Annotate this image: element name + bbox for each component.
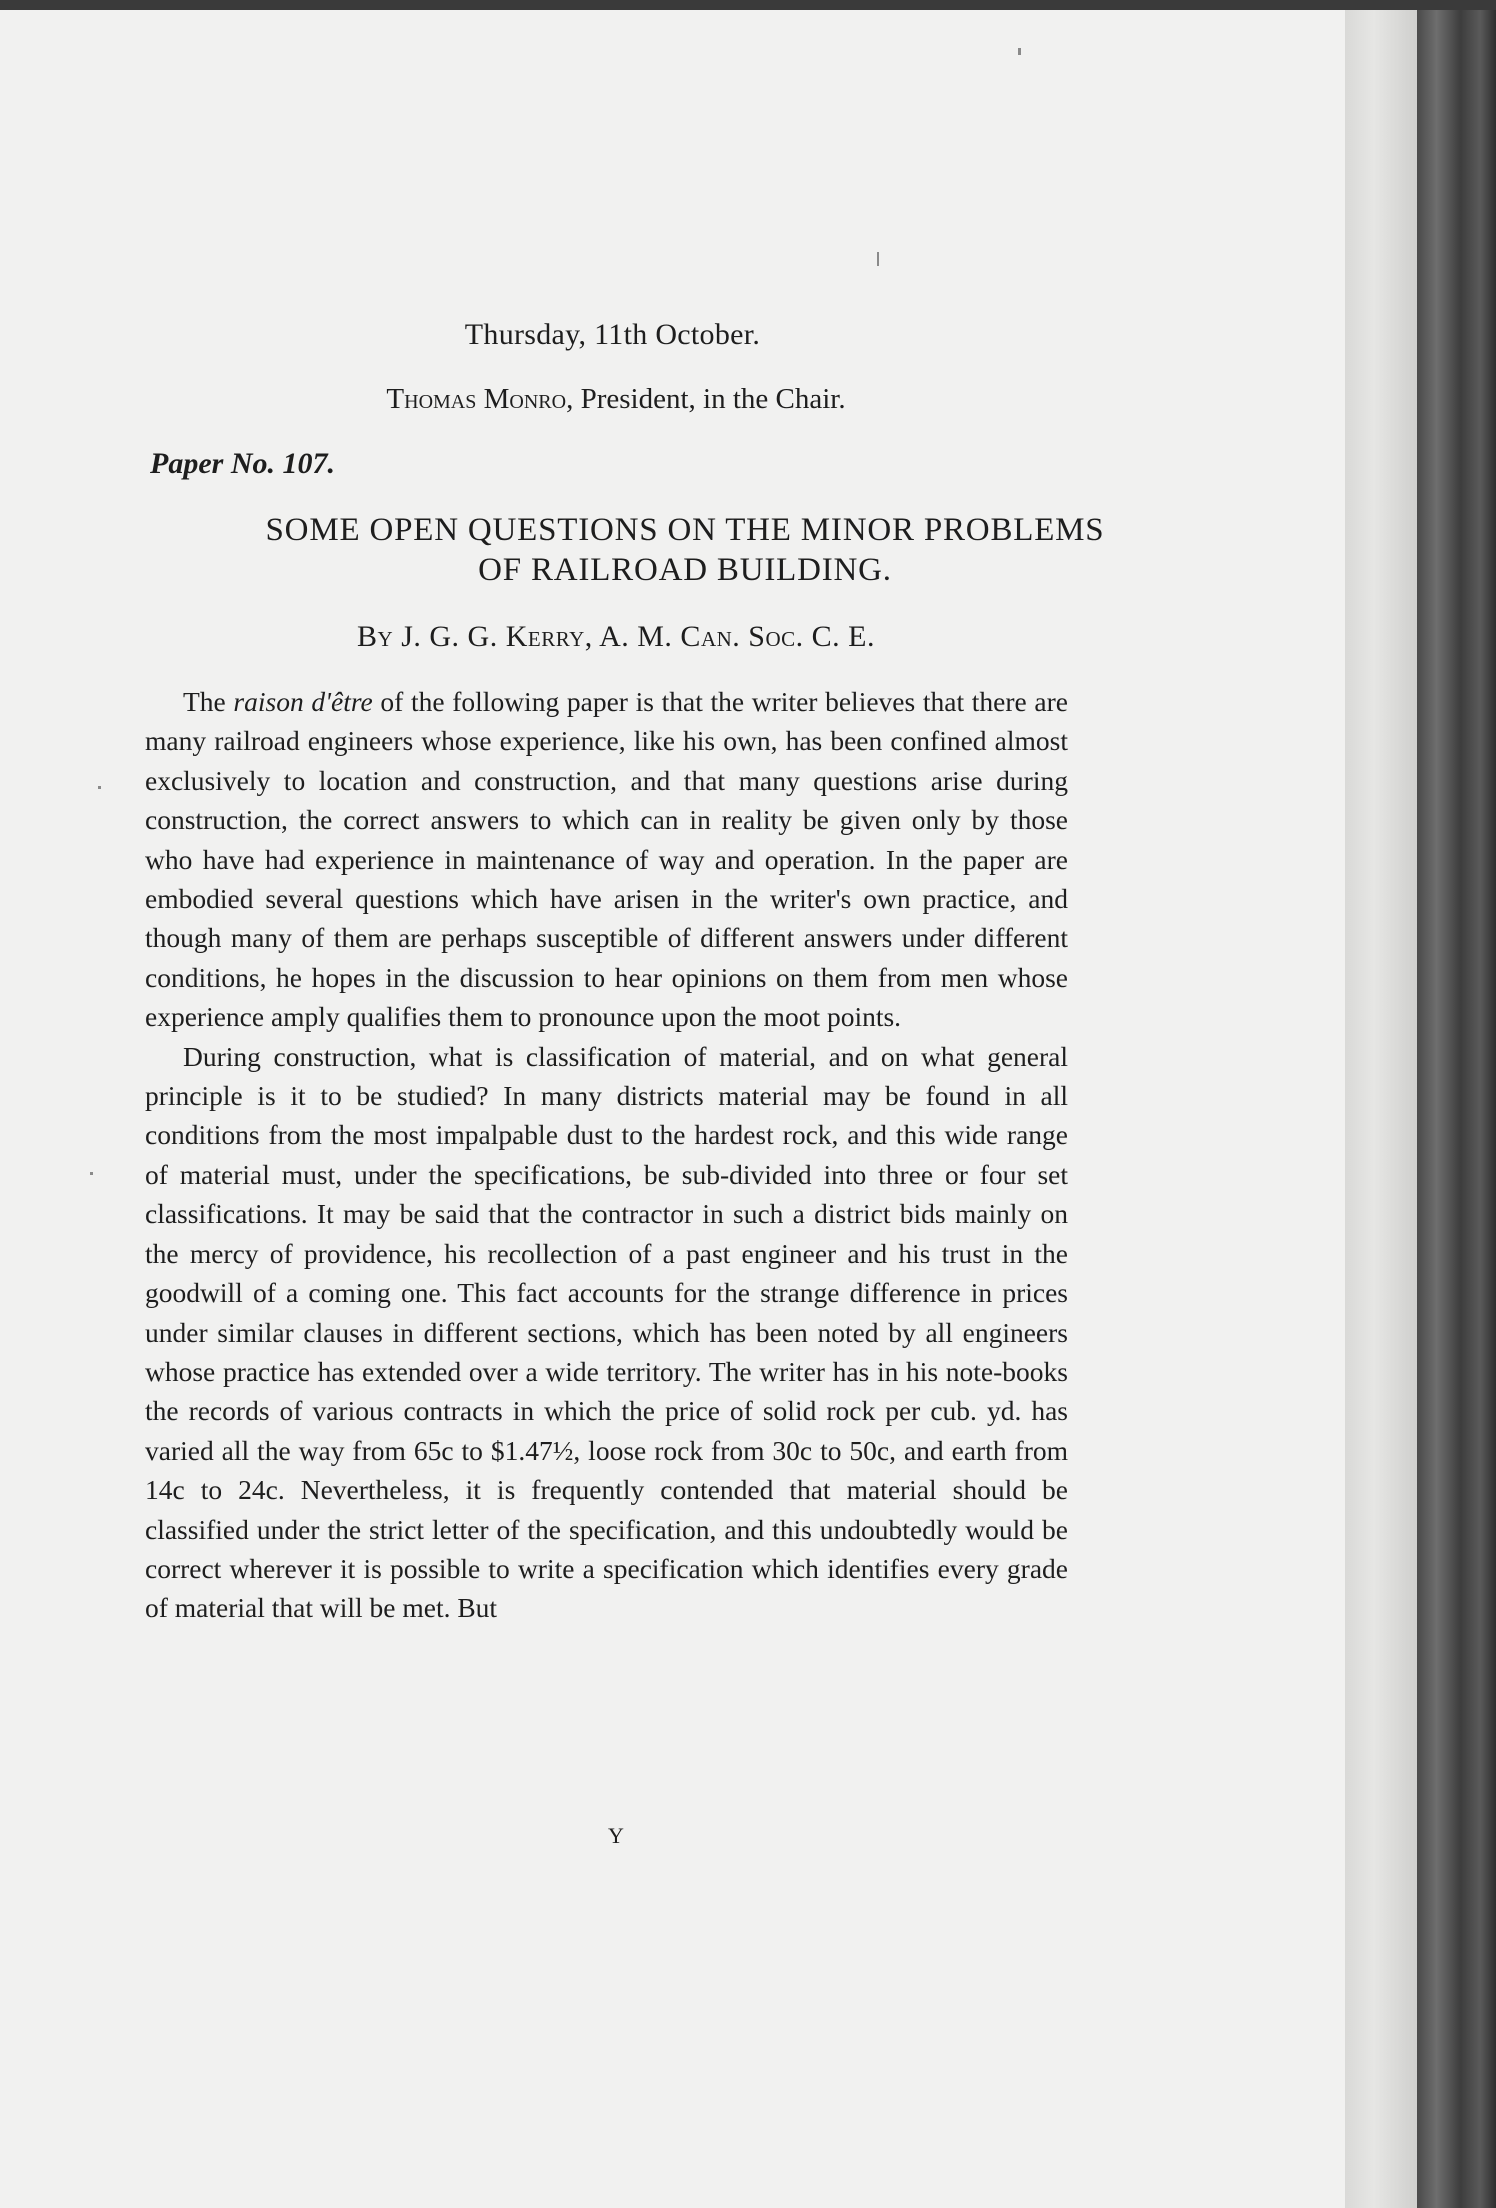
- chair-name: Thomas Monro: [386, 383, 567, 415]
- scan-speck: [90, 1172, 93, 1175]
- byline-by: By: [357, 620, 394, 653]
- paragraph-1-rest: of the following paper is that the writer believes that there are many railroad engineers whose experience, like his own, has been confined almost exclusively to location and construction, and that many questions arise during construction, the correct answers to which can in reality be given only by those who have had experience in maintenance of way and operation. In the paper are embodied several questions which have arisen in the writer's own practice, and though many of them are perhaps susceptible of different answers under different conditions, he hopes in the discussion to hear opinions on them from men whose experience amply qualifies them to pronounce upon the moot points.: [145, 686, 1068, 1033]
- meeting-date: Thursday, 11th October.: [464, 318, 761, 351]
- chair-role: , President, in the Chair.: [566, 383, 846, 415]
- body-text: [145, 682, 1068, 1628]
- author-credentials: , A. M. Can. Soc. C. E.: [584, 620, 875, 653]
- scan-speck: [98, 786, 101, 789]
- book-binding-side: [1417, 10, 1496, 2208]
- scan-speck: [877, 252, 879, 266]
- scan-speck: [1018, 48, 1021, 55]
- paragraph-1-italic: raison d'être: [233, 686, 373, 717]
- paragraph-1: [145, 682, 1068, 1037]
- paragraph-2: During construction, what is classification of material, and on what general principle is it to be studied? In many districts material may be found in all conditions from the most impalpable dust to the hardest rock, and this wide range of material must, under the specifications, be sub-divided into three or four set classifications. It may be said that the contractor in such a district bids mainly on the mercy of providence, his recollection of a past engineer and his trust in the goodwill of a coming one. This fact accounts for the strange difference in prices under similar clauses in different sections, which has been noted by all engineers whose practice has extended over a wide territory. The writer has in his note-books the records of various contracts in which the price of solid rock per cub. yd. has varied all the way from 65c to $1.47½, loose rock from 30c to 50c, and earth from 14c to 24c. Nevertheless, it is frequently contended that material should be classified under the strict letter of the specification, and this undoubtedly would be correct wherever it is possible to write a specification which identifies every grade of material that will be met. But: [145, 1040, 1068, 1624]
- signature-mark: Y: [608, 1823, 624, 1848]
- page-fore-edge: [1345, 10, 1417, 2208]
- paper-title-line-1: SOME OPEN QUESTIONS ON THE MINOR PROBLEMS: [265, 512, 1105, 548]
- paper-title: [130, 510, 1240, 590]
- author-name: J. G. G. Kerry: [401, 620, 585, 653]
- chair-line: [0, 383, 1232, 416]
- paper-number: Paper No. 107.: [150, 447, 335, 480]
- author-byline: [0, 620, 1232, 654]
- paper-title-line-2: OF RAILROAD BUILDING.: [478, 552, 892, 588]
- paragraph-1-start: The: [183, 686, 234, 717]
